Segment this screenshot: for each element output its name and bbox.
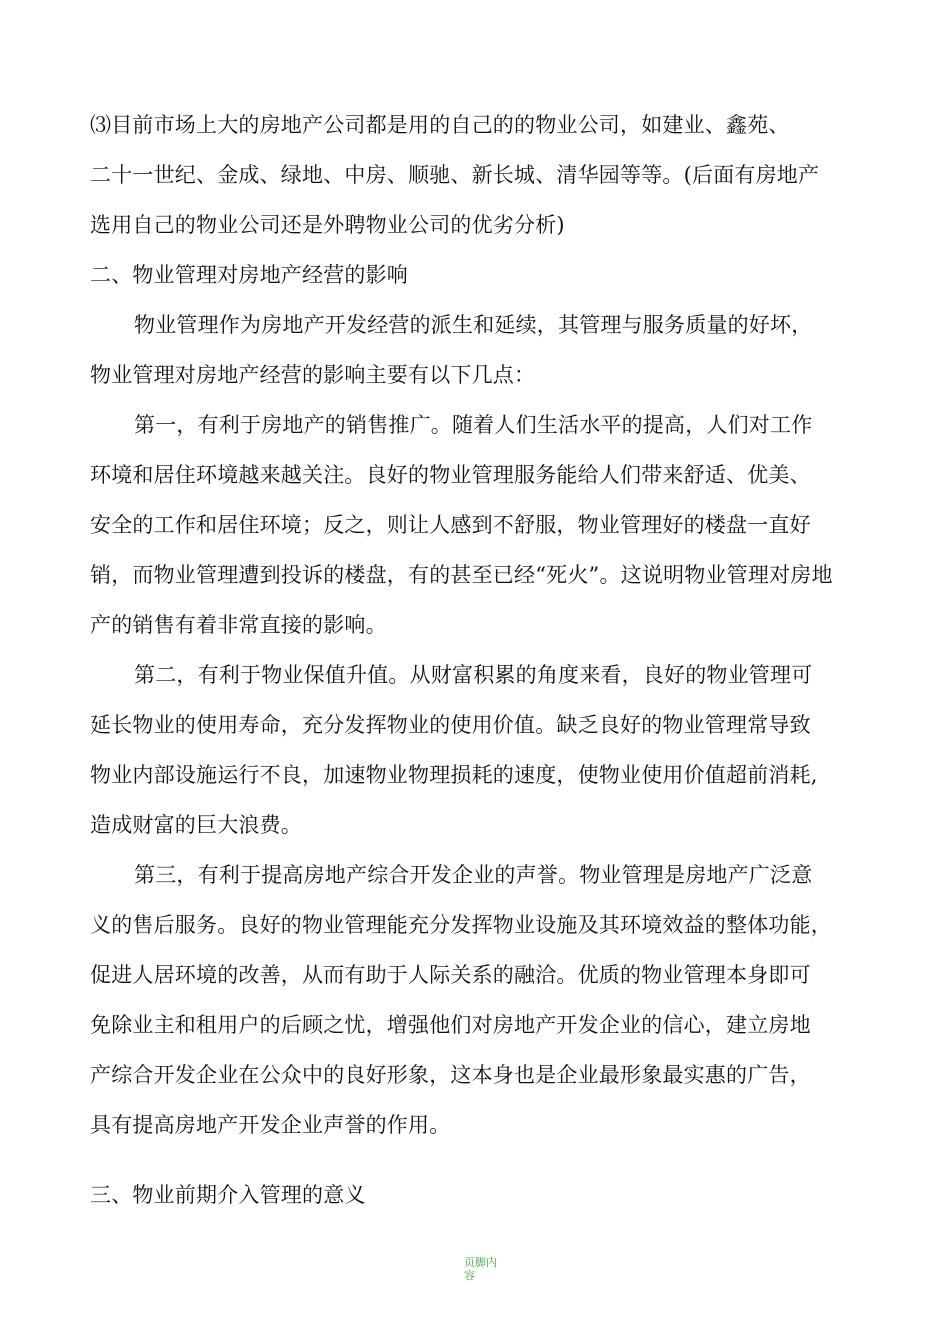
paragraph-line: ⑶目前市场上大的房地产公司都是用的自己的的物业公司，如建业、鑫苑、 [90,113,790,137]
paragraph-line: 物业内部设施运行不良，加速物业物理损耗的速度，使物业使用价值超前消耗, [90,763,818,787]
paragraph-line: 安全的工作和居住环境；反之，则让人感到不舒服，物业管理好的楼盘一直好 [90,513,811,537]
paragraph-line: 造成财富的巨大浪费。 [90,813,302,837]
paragraph-line: 物业管理作为房地产开发经营的派生和延续，其管理与服务质量的好坏， [134,313,813,337]
paragraph-line: 选用自己的物业公司还是外聘物业公司的优劣分析) [90,213,565,237]
paragraph-line: 销，而物业管理遭到投诉的楼盘，有的甚至已经“死火”。这说明物业管理对房地 [90,563,833,587]
paragraph-line: 产综合开发企业在公众中的良好形象，这本身也是企业最形象最实惠的广告， [90,1063,811,1087]
paragraph-line: 物业管理对房地产经营的影响主要有以下几点： [90,363,536,387]
paragraph-line: 具有提高房地产开发企业声誉的作用。 [90,1113,451,1137]
paragraph-line: 义的售后服务。良好的物业管理能充分发挥物业设施及其环境效益的整体功能， [90,913,832,937]
paragraph-line: 第一，有利于房地产的销售推广。随着人们生活水平的提高，人们对工作 [134,413,813,437]
page-footer: 页脚内容 [464,1256,497,1282]
paragraph-line: 产的销售有着非常直接的影响。 [90,613,387,637]
paragraph-line: 延长物业的使用寿命，充分发挥物业的使用价值。缺乏良好的物业管理常导致 [90,713,811,737]
paragraph-line: 免除业主和租用户的后顾之忧，增强他们对房地产开发企业的信心，建立房地 [90,1013,811,1037]
paragraph-line: 促进人居环境的改善，从而有助于人际关系的融洽。优质的物业管理本身即可 [90,963,811,987]
section-heading: 三、物业前期介入管理的意义 [90,1183,366,1207]
paragraph-line: 环境和居住环境越来越关注。良好的物业管理服务能给人们带来舒适、优美、 [90,463,811,487]
section-heading: 二、物业管理对房地产经营的影响 [90,263,408,287]
paragraph-line: 第三，有利于提高房地产综合开发企业的声誉。物业管理是房地产广泛意 [134,863,813,887]
paragraph-line: 二十一世纪、金成、绿地、中房、顺驰、新长城、清华园等等。(后面有房地产 [90,163,820,187]
paragraph-line: 第二，有利于物业保值升值。从财富积累的角度来看，良好的物业管理可 [134,663,813,687]
